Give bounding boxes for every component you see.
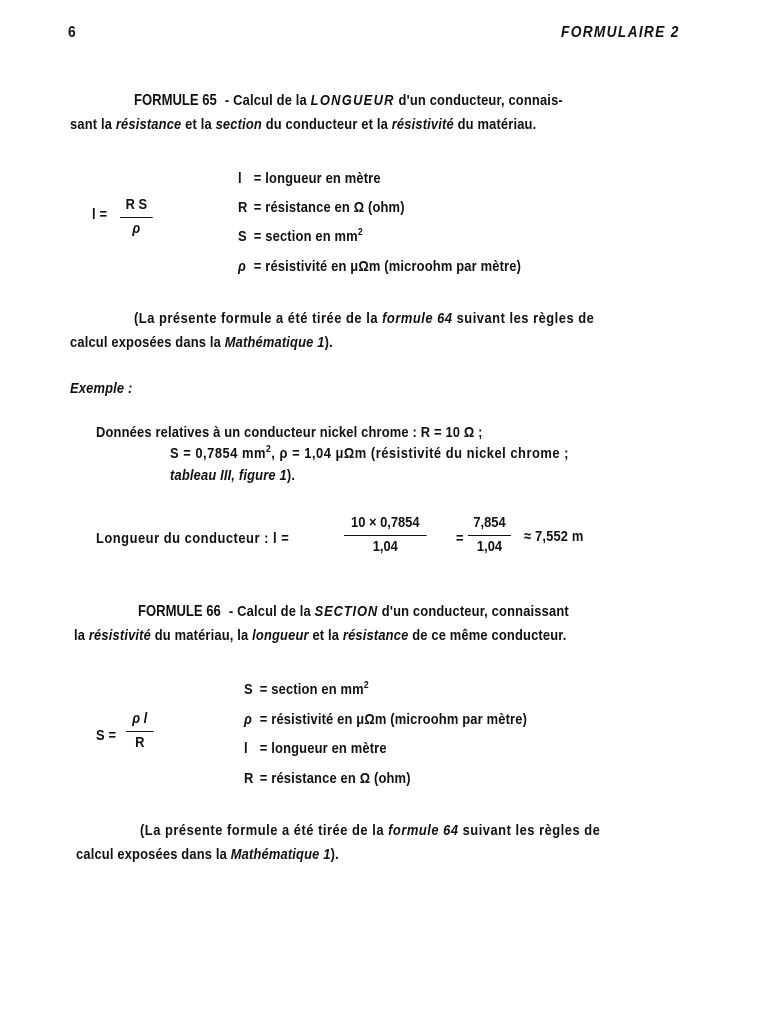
fraction-bar xyxy=(468,535,511,536)
legend-item: R = résistance en Ω (ohm) xyxy=(244,770,411,787)
formula66-heading: FORMULE 66 - Calcul de la SECTION d'un conducteur, connaissant xyxy=(138,603,569,620)
legend-item: S = section en $mm^2$ xyxy=(238,227,363,245)
formula66-note-line1: (La présente formule a été tirée de la formule 64 suivant les règles de xyxy=(140,822,601,839)
page-number: 6 xyxy=(68,24,76,41)
calc-result: ≈ 7,552 m xyxy=(524,528,584,545)
formula66-fraction: ρ l R xyxy=(126,710,154,752)
legend-item: l = longueur en mètre xyxy=(238,170,381,187)
calc-fraction-1: 10 × 0,7854 1,04 xyxy=(344,514,427,556)
formula65-title: FORMULE 65 xyxy=(134,92,217,109)
fraction-bar xyxy=(120,217,153,218)
legend-item: ρ = résistivité en μΩm (microohm par mètre) xyxy=(244,711,528,728)
formula66-lhs: S = xyxy=(96,727,117,744)
example-line1: Données relatives à un conducteur nickel chrome : R = 10 Ω ; xyxy=(96,424,483,441)
legend-item: R = résistance en Ω (ohm) xyxy=(238,199,405,216)
formula65-description: sant la résistance et la section du conducteur et la résistivité du matériau. xyxy=(70,116,537,133)
example-label: Exemple : xyxy=(70,380,133,397)
formula66-title: FORMULE 66 xyxy=(138,603,221,620)
calc-fraction-2: 7,854 1,04 xyxy=(468,514,511,556)
formula65-note-line2: calcul exposées dans la Mathématique 1). xyxy=(70,334,333,351)
formula66-description: la résistivité du matériau, la longueur et la résistance de ce même conducteur. xyxy=(74,627,567,644)
formula65-note-line1: (La présente formule a été tirée de la formule 64 suivant les règles de xyxy=(134,310,595,327)
calc-equals: = xyxy=(456,530,464,547)
legend-item: l = longueur en mètre xyxy=(244,740,387,757)
calc-label: Longueur du conducteur : l = xyxy=(96,530,290,547)
formula65-lhs: l = xyxy=(92,206,108,223)
example-line2: S = 0,7854 $mm^2$, ρ = 1,04 μΩm (résistivité du nickel chrome ; xyxy=(170,444,569,462)
example-line3: tableau III, figure 1). xyxy=(170,467,296,484)
legend-item: ρ = résistivité en μΩm (microohm par mètre) xyxy=(238,258,522,275)
running-title: FORMULAIRE 2 xyxy=(561,24,680,41)
legend-item: S = section en $mm^2$ xyxy=(244,680,369,698)
formula65-heading: FORMULE 65 - Calcul de la LONGUEUR d'un conducteur, connais- xyxy=(134,92,563,109)
fraction-bar xyxy=(126,731,154,732)
fraction-bar xyxy=(344,535,427,536)
formula66-note-line2: calcul exposées dans la Mathématique 1). xyxy=(76,846,339,863)
formula65-fraction: R S ρ xyxy=(120,196,153,238)
